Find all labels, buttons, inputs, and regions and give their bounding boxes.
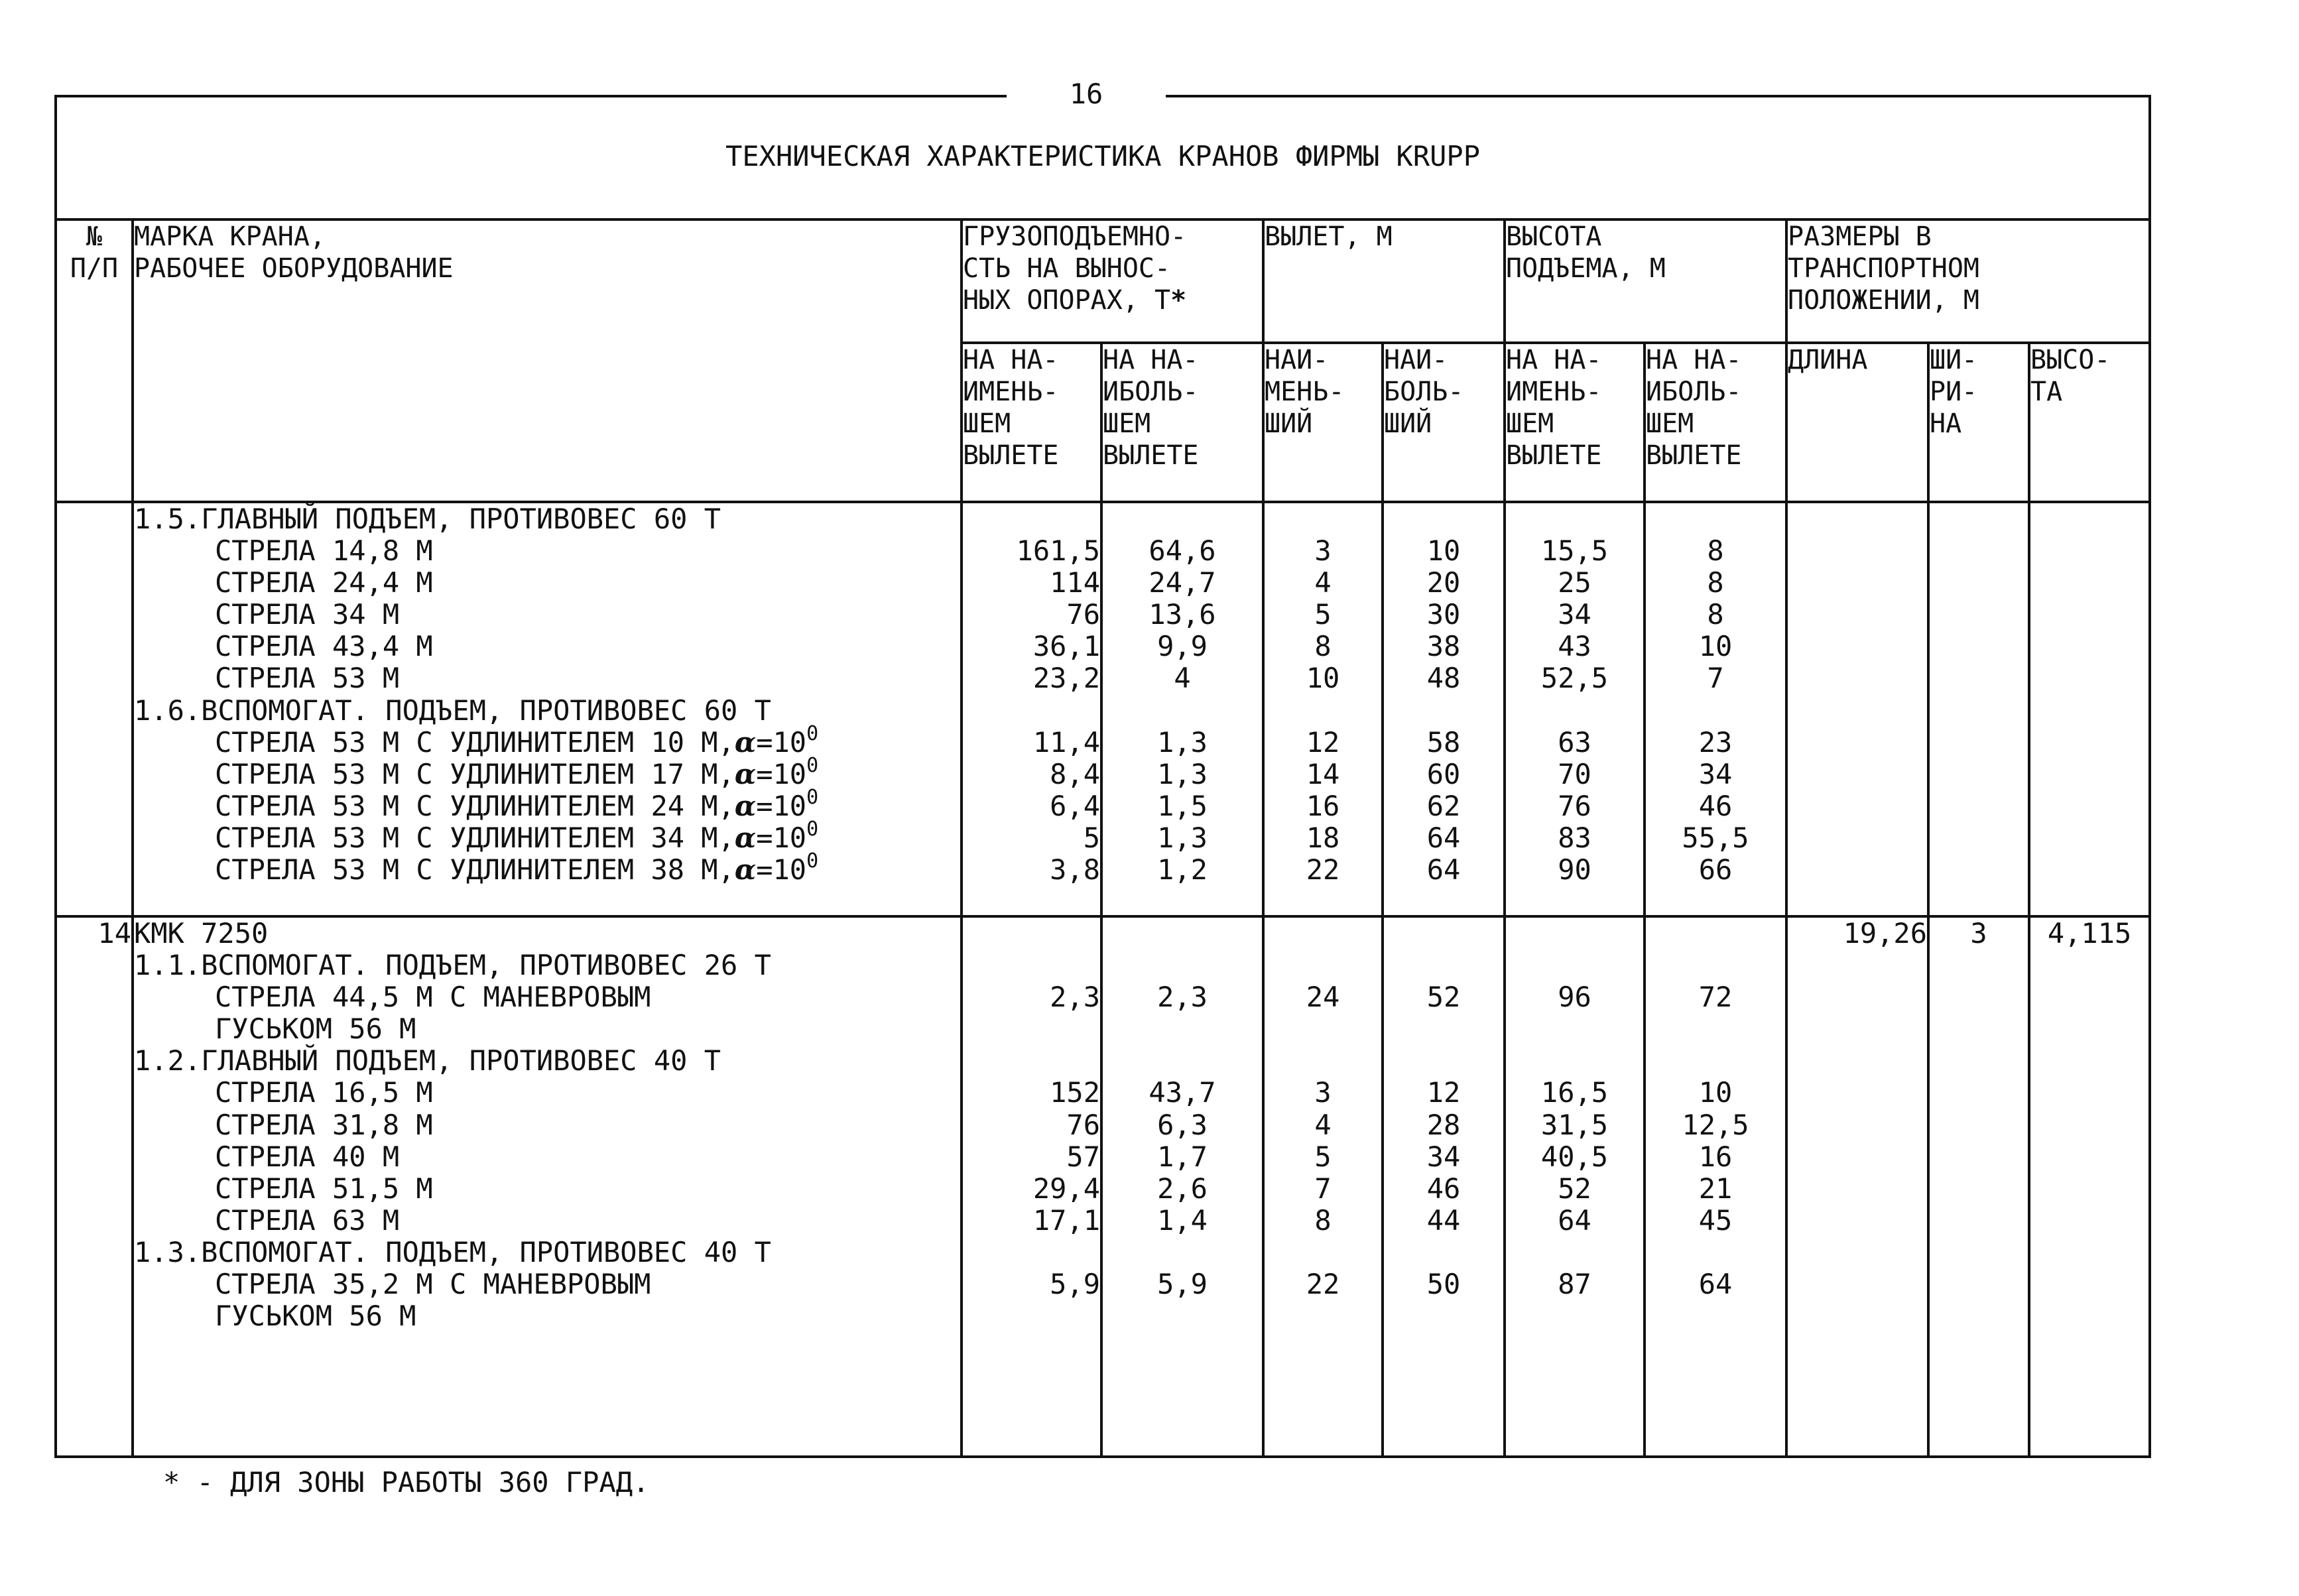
table-cell-value: 83 xyxy=(1558,821,1591,854)
table-cell-value: 7 xyxy=(1314,1172,1332,1205)
capacity-max-values xyxy=(1101,502,1263,916)
capacity-min-values xyxy=(962,502,1101,916)
table-cell-value: 52 xyxy=(1426,981,1461,1014)
degree-mark: 0 xyxy=(806,721,819,745)
capacity-max-values xyxy=(1101,916,1263,1457)
table-cell-value xyxy=(1265,918,1381,950)
reach-min-values xyxy=(1263,502,1383,916)
header-height-min: НА НА- ИМЕНЬ- ШЕМ ВЫЛЕТЕ xyxy=(1505,343,1645,502)
table-cell-value: 58 xyxy=(1426,725,1461,759)
header-crane-mark: МАРКА КРАНА, РАБОЧЕЕ ОБОРУДОВАНИЕ xyxy=(133,219,962,502)
table-cell-value: 21 xyxy=(1698,1172,1733,1205)
section-heading-line: КМК 7250 xyxy=(134,917,269,950)
boom-config-line: СТРЕЛА 53 М С УДЛИНИТЕЛЕМ 34 $М,\alpha=10^0$ xyxy=(215,817,819,854)
boom-config-line: СТРЕЛА 53 М xyxy=(215,662,400,695)
table-cell-value xyxy=(1384,1300,1503,1332)
table-cell-value xyxy=(1384,695,1503,727)
table-cell-value xyxy=(1506,950,1643,981)
table-cell-value: 4 xyxy=(1174,662,1191,695)
table-cell-value: 12 xyxy=(1306,725,1340,759)
header-cap-max: НА НА- ИБОЛЬ- ШЕМ ВЫЛЕТЕ xyxy=(1101,343,1263,502)
degree-mark: 0 xyxy=(806,753,819,777)
table-cell-value: 7 xyxy=(1707,662,1724,695)
reach-max-values xyxy=(1383,916,1505,1457)
width-value xyxy=(1928,502,2029,916)
boom-config-line: СТРЕЛА 34 М xyxy=(215,598,400,631)
table-cell-value: 8 xyxy=(1314,630,1332,663)
table-cell-value xyxy=(963,950,1100,981)
degree-mark: 0 xyxy=(806,849,819,873)
table-cell-value xyxy=(1103,1045,1262,1077)
table-cell-value: 72 xyxy=(1698,981,1733,1014)
header-length: ДЛИНА xyxy=(1786,343,1928,502)
table-cell-value xyxy=(1103,695,1262,727)
table-cell-value: 5 xyxy=(1314,598,1332,631)
header-width: ШИ- РИ- НА xyxy=(1928,343,2029,502)
table-cell-value: 152 xyxy=(1050,1076,1100,1109)
table-cell-value: 60 xyxy=(1426,757,1461,790)
angle-value: =10 xyxy=(756,853,807,887)
table-cell-value: 64 xyxy=(1426,821,1461,854)
table-cell-value: 70 xyxy=(1558,757,1591,790)
table-cell-value: 161,5 xyxy=(1016,534,1100,568)
reach-min-values xyxy=(1263,916,1383,1457)
table-cell-value: 3 xyxy=(1314,534,1332,568)
header-capacity-label: ГРУЗОПОДЪЕМНО- СТЬ НА ВЫНОС- НЫХ ОПОРАХ, Т xyxy=(963,221,1187,316)
table-cell-value xyxy=(1506,1013,1643,1045)
boom-config-line: СТРЕЛА 31,8 М xyxy=(215,1108,433,1141)
table-cell-value xyxy=(963,1045,1100,1077)
table-cell-value: 22 xyxy=(1306,853,1340,887)
table-cell-value: 55,5 xyxy=(1682,821,1749,854)
table-cell-value: 3,8 xyxy=(1050,853,1100,887)
table-cell-value: 28 xyxy=(1426,1108,1461,1141)
table-cell-value xyxy=(1265,1045,1381,1077)
table-cell-value: 46 xyxy=(1698,789,1733,822)
table-cell-value: 8 xyxy=(1707,534,1724,568)
table-cell-value: 22 xyxy=(1306,1268,1340,1301)
header-transport-dims: РАЗМЕРЫ В ТРАНСПОРТНОМ ПОЛОЖЕНИИ, М xyxy=(1786,219,2150,343)
table-cell-value xyxy=(1506,695,1643,727)
boom-config-line: СТРЕЛА 40 М xyxy=(215,1140,400,1173)
table-cell-value: 40,5 xyxy=(1540,1140,1609,1173)
table-cell-value: 9,9 xyxy=(1157,630,1208,663)
angle-value: =10 xyxy=(756,725,807,759)
row-number xyxy=(56,502,133,916)
boom-config-line: СТРЕЛА 43,4 М xyxy=(215,630,433,663)
table-cell-value: 24 xyxy=(1306,981,1340,1014)
table-cell-value: 15,5 xyxy=(1540,534,1609,568)
table-cell-value: 25 xyxy=(1558,566,1591,599)
table-cell-value: 3 xyxy=(1314,1076,1332,1109)
section-heading-line: 1.6.ВСПОМОГАТ. ПОДЪЕМ, ПРОТИВОВЕС 60 Т xyxy=(134,694,771,727)
degree-mark: 0 xyxy=(806,817,819,841)
table-cell-value: 62 xyxy=(1426,789,1461,822)
table-cell-value: 5 xyxy=(1083,821,1100,854)
table-cell-value xyxy=(1506,503,1643,535)
header-cap-min: НА НА- ИМЕНЬ- ШЕМ ВЫЛЕТЕ xyxy=(962,343,1101,502)
table-cell-value xyxy=(1384,918,1503,950)
header-row-number: № П/П xyxy=(56,219,133,502)
boom-config-line: СТРЕЛА 51,5 М xyxy=(215,1172,433,1205)
table-cell-value xyxy=(963,918,1100,950)
boom-config-line: СТРЕЛА 35,2 М С МАНЕВРОВЫМ xyxy=(215,1268,651,1301)
table-cell-value: 8 xyxy=(1707,566,1724,599)
table-cell-value: 2,6 xyxy=(1157,1172,1208,1205)
table-cell-value: 10 xyxy=(1426,534,1461,568)
alpha-symbol: α xyxy=(734,821,757,854)
angle-value: =10 xyxy=(756,821,807,854)
header-height-max: НА НА- ИБОЛЬ- ШЕМ ВЫЛЕТЕ xyxy=(1645,343,1786,502)
table-cell-value: 34 xyxy=(1558,598,1591,631)
table-cell-value xyxy=(1506,1045,1643,1077)
angle-value: =10 xyxy=(756,757,807,790)
table-cell-value: 66 xyxy=(1698,853,1733,887)
crane-description xyxy=(133,916,962,1457)
table-cell-value: 44 xyxy=(1426,1203,1461,1237)
table-cell-value: 1,3 xyxy=(1157,821,1208,854)
table-cell-value: 64 xyxy=(1426,853,1461,887)
height-min-values xyxy=(1505,502,1645,916)
table-cell-value: 1,2 xyxy=(1157,853,1208,887)
alpha-symbol: α xyxy=(734,853,757,887)
table-cell-value xyxy=(1384,1045,1503,1077)
table-cell-value: 63 xyxy=(1558,725,1591,759)
table-cell-value: 5 xyxy=(1314,1140,1332,1173)
table-row-kmk-7250 xyxy=(56,916,2150,1457)
table-cell-value xyxy=(1265,1013,1381,1045)
table-cell-value: 76 xyxy=(1066,1108,1100,1141)
table-cell-value: 10 xyxy=(1698,630,1733,663)
table-cell-value xyxy=(963,1013,1100,1045)
header-reach-min: НАИ- МЕНЬ- ШИЙ xyxy=(1263,343,1383,502)
table-cell-value: 50 xyxy=(1426,1268,1461,1301)
boom-config-line: СТРЕЛА 24,4 М xyxy=(215,566,433,599)
row-number: 14 xyxy=(56,916,133,1457)
table-cell-value: 2,3 xyxy=(1157,981,1208,1014)
table-cell-value: 76 xyxy=(1066,598,1100,631)
table-cell-value: 24,7 xyxy=(1149,566,1216,599)
table-cell-value xyxy=(1103,503,1262,535)
crane-description xyxy=(133,502,962,916)
table-cell-value xyxy=(963,695,1100,727)
table-cell-value xyxy=(1384,503,1503,535)
table-cell-value: 16,5 xyxy=(1540,1076,1609,1109)
section-heading-line: 1.3.ВСПОМОГАТ. ПОДЪЕМ, ПРОТИВОВЕС 40 Т xyxy=(134,1235,771,1268)
table-cell-value: 45 xyxy=(1698,1203,1733,1237)
table-cell-value: 17,1 xyxy=(1032,1203,1100,1237)
table-cell-value xyxy=(1506,1237,1643,1268)
table-cell-value xyxy=(1103,950,1262,981)
table-row-block1 xyxy=(56,502,2150,916)
table-cell-value xyxy=(1646,1300,1785,1332)
table-cell-value: 34 xyxy=(1426,1140,1461,1173)
table-cell-value: 38 xyxy=(1426,630,1461,663)
table-cell-value: 10 xyxy=(1698,1076,1733,1109)
height-value: 4,115 xyxy=(2029,916,2150,1457)
table-cell-value: 87 xyxy=(1558,1268,1591,1301)
header-lift-height: ВЫСОТА ПОДЪЕМА, М xyxy=(1505,219,1786,343)
boom-config-line: СТРЕЛА 53 М С УДЛИНИТЕЛЕМ 24 $М,\alpha=10^0$ xyxy=(215,785,819,822)
height-value xyxy=(2029,502,2150,916)
width-value: 3 xyxy=(1928,916,2029,1457)
table-cell-value: 57 xyxy=(1066,1140,1100,1173)
alpha-symbol: α xyxy=(734,789,757,822)
capacity-min-values xyxy=(962,916,1101,1457)
degree-mark: 0 xyxy=(806,785,819,809)
alpha-symbol: α xyxy=(734,757,757,790)
table-cell-value: 8,4 xyxy=(1050,757,1100,790)
table-cell-value: 114 xyxy=(1050,566,1100,599)
length-value: 19,26 xyxy=(1786,916,1928,1457)
table-cell-value: 76 xyxy=(1558,789,1591,822)
table-cell-value xyxy=(1265,695,1381,727)
table-cell-value: 6,4 xyxy=(1050,789,1100,822)
table-cell-value: 30 xyxy=(1426,598,1461,631)
table-cell-value: 52,5 xyxy=(1540,662,1609,695)
table-cell-value xyxy=(1646,503,1785,535)
table-cell-value: 14 xyxy=(1306,757,1340,790)
table-cell-value xyxy=(1646,918,1785,950)
table-title: ТЕХНИЧЕСКАЯ ХАРАКТЕРИСТИКА КРАНОВ ФИРМЫ KRUPP xyxy=(56,96,2150,219)
header-capacity-star: * xyxy=(1170,285,1187,316)
length-value xyxy=(1786,502,1928,916)
height-min-values xyxy=(1505,916,1645,1457)
table-cell-value xyxy=(1103,1300,1262,1332)
table-cell-value: 48 xyxy=(1426,662,1461,695)
table-cell-value: 1,3 xyxy=(1157,757,1208,790)
table-cell-value xyxy=(1506,918,1643,950)
table-cell-value xyxy=(1265,950,1381,981)
table-cell-value xyxy=(963,1300,1100,1332)
table-cell-value: 10 xyxy=(1306,662,1340,695)
table-cell-value: 46 xyxy=(1426,1172,1461,1205)
table-cell-value xyxy=(1384,1237,1503,1268)
table-cell-value xyxy=(1506,1300,1643,1332)
table-cell-value xyxy=(1646,1045,1785,1077)
table-cell-value: 64,6 xyxy=(1149,534,1216,568)
boom-config-line: СТРЕЛА 53 М С УДЛИНИТЕЛЕМ 10 $М,\alpha=10^0$ xyxy=(215,721,819,759)
table-cell-value: 34 xyxy=(1698,757,1733,790)
table-cell-value xyxy=(1265,1237,1381,1268)
boom-config-line: ГУСЬКОМ 56 М xyxy=(215,1013,416,1046)
table-cell-value xyxy=(963,503,1100,535)
angle-value: =10 xyxy=(756,789,807,822)
table-cell-value: 52 xyxy=(1558,1172,1591,1205)
boom-config-line: ГУСЬКОМ 56 М xyxy=(215,1300,416,1333)
table-cell-value: 5,9 xyxy=(1050,1268,1100,1301)
table-cell-value: 12,5 xyxy=(1682,1108,1749,1141)
table-cell-value: 18 xyxy=(1306,821,1340,854)
table-cell-value: 1,3 xyxy=(1157,725,1208,759)
table-cell-value: 16 xyxy=(1698,1140,1733,1173)
boom-config-line: СТРЕЛА 53 М С УДЛИНИТЕЛЕМ 38 $М,\alpha=10^0$ xyxy=(215,849,819,887)
table-cell-value: 23 xyxy=(1698,725,1733,759)
table-cell-value xyxy=(1646,1013,1785,1045)
table-cell-value: 43 xyxy=(1558,630,1591,663)
table-cell-value xyxy=(963,1237,1100,1268)
table-cell-value: 1,4 xyxy=(1157,1203,1208,1237)
height-max-values xyxy=(1645,916,1786,1457)
table-cell-value: 96 xyxy=(1558,981,1591,1014)
height-max-values xyxy=(1645,502,1786,916)
table-cell-value: 16 xyxy=(1306,789,1340,822)
table-cell-value xyxy=(1384,1013,1503,1045)
boom-config-line: СТРЕЛА 44,5 М С МАНЕВРОВЫМ xyxy=(215,981,651,1014)
table-cell-value xyxy=(1103,1237,1262,1268)
table-cell-value: 2,3 xyxy=(1050,981,1100,1014)
table-cell-value: 1,7 xyxy=(1157,1140,1208,1173)
table-cell-value: 8 xyxy=(1707,598,1724,631)
table-cell-value: 12 xyxy=(1426,1076,1461,1109)
table-cell-value xyxy=(1646,1237,1785,1268)
table-cell-value: 64 xyxy=(1558,1203,1591,1237)
boom-config-line: СТРЕЛА 63 М xyxy=(215,1203,400,1237)
section-heading-line: 1.1.ВСПОМОГАТ. ПОДЪЕМ, ПРОТИВОВЕС 26 Т xyxy=(134,949,771,982)
header-reach-max: НАИ- БОЛЬ- ШИЙ xyxy=(1383,343,1505,502)
table-cell-value: 5,9 xyxy=(1157,1268,1208,1301)
section-heading-line: 1.2.ГЛАВНЫЙ ПОДЪЕМ, ПРОТИВОВЕС 40 Т xyxy=(134,1044,721,1077)
boom-config-line: СТРЕЛА 14,8 М xyxy=(215,534,433,568)
table-cell-value xyxy=(1103,918,1262,950)
table-cell-value xyxy=(1646,695,1785,727)
header-height: ВЫСО- ТА xyxy=(2029,343,2150,502)
table-cell-value: 11,4 xyxy=(1032,725,1100,759)
crane-spec-table xyxy=(54,95,2151,1458)
table-cell-value: 31,5 xyxy=(1540,1108,1609,1141)
table-cell-value: 8 xyxy=(1314,1203,1332,1237)
table-cell-value: 29,4 xyxy=(1032,1172,1100,1205)
table-cell-value: 6,3 xyxy=(1157,1108,1208,1141)
reach-max-values xyxy=(1383,502,1505,916)
table-cell-value: 1,5 xyxy=(1157,789,1208,822)
table-cell-value xyxy=(1265,503,1381,535)
footnote: * - ДЛЯ ЗОНЫ РАБОТЫ 360 ГРАД. xyxy=(163,1466,650,1499)
table-cell-value: 23,2 xyxy=(1032,662,1100,695)
table-cell-value: 4 xyxy=(1314,1108,1332,1141)
alpha-symbol: α xyxy=(734,725,757,759)
table-cell-value: 20 xyxy=(1426,566,1461,599)
header-capacity xyxy=(962,219,1263,343)
table-cell-value: 4 xyxy=(1314,566,1332,599)
header-reach: ВЫЛЕТ, М xyxy=(1263,219,1505,343)
table-cell-value: 36,1 xyxy=(1032,630,1100,663)
table-cell-value xyxy=(1265,1300,1381,1332)
boom-config-line: СТРЕЛА 16,5 М xyxy=(215,1076,433,1109)
table-cell-value: 64 xyxy=(1698,1268,1733,1301)
table-cell-value xyxy=(1646,950,1785,981)
section-heading-line: 1.5.ГЛАВНЫЙ ПОДЪЕМ, ПРОТИВОВЕС 60 Т xyxy=(134,503,721,535)
page-number: 16 xyxy=(1007,74,1166,114)
table-cell-value xyxy=(1103,1013,1262,1045)
boom-config-line: СТРЕЛА 53 М С УДЛИНИТЕЛЕМ 17 $М,\alpha=10^0$ xyxy=(215,753,819,790)
table-cell-value: 43,7 xyxy=(1149,1076,1216,1109)
table-cell-value: 90 xyxy=(1558,853,1591,887)
table-cell-value xyxy=(1384,950,1503,981)
table-cell-value: 13,6 xyxy=(1149,598,1216,631)
